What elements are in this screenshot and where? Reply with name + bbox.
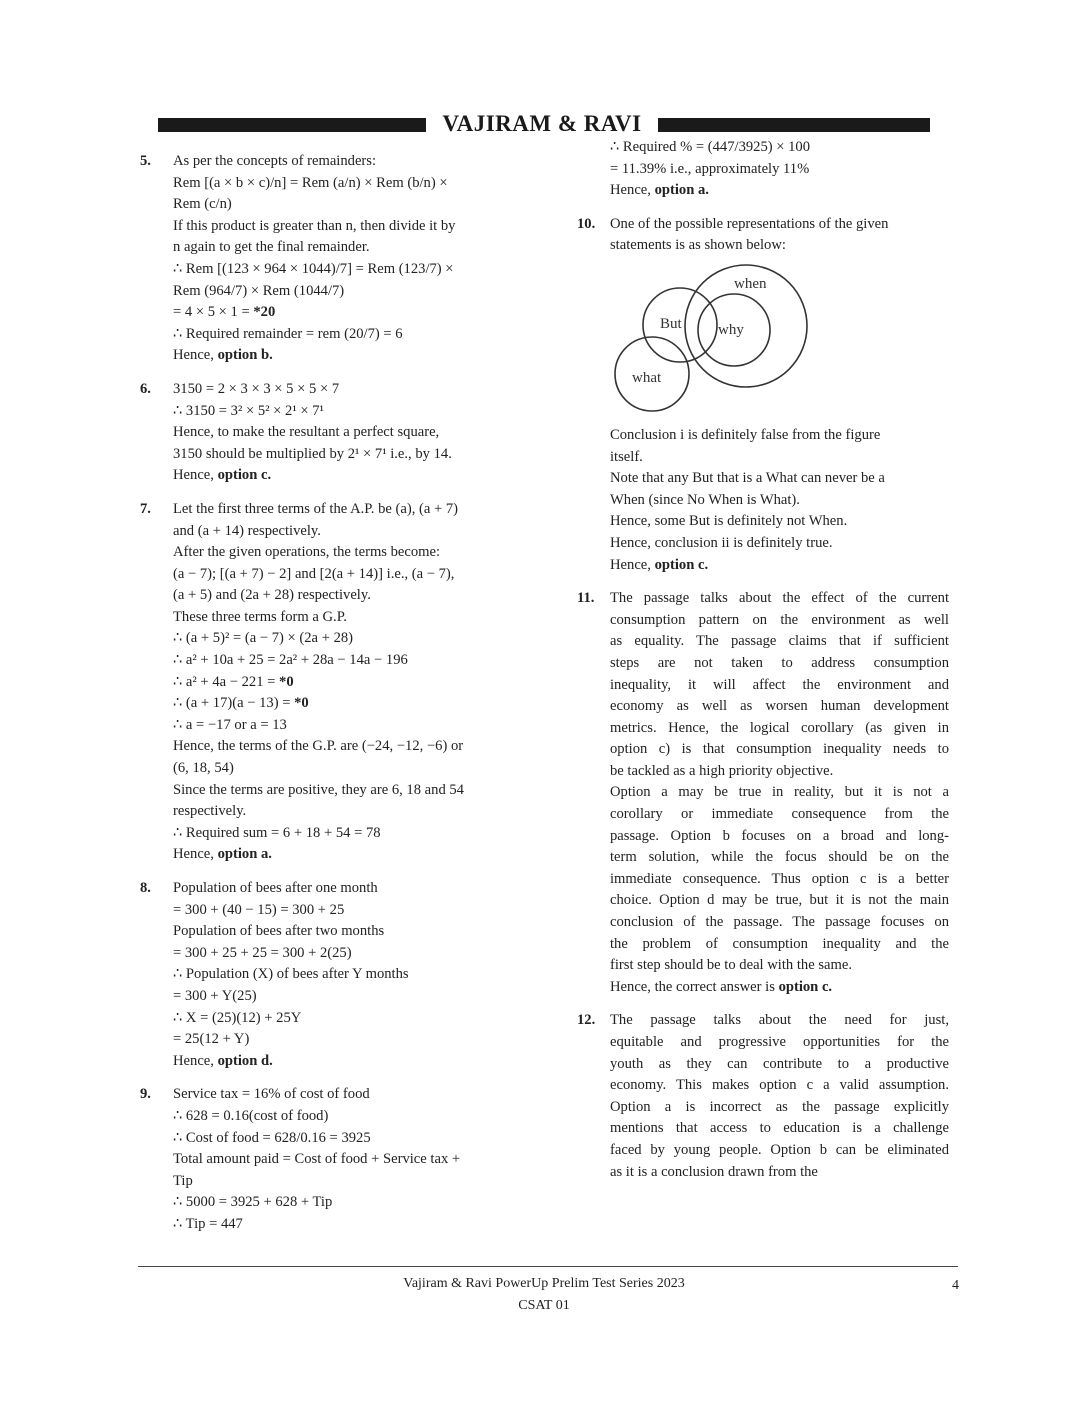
- text-segment: ∴ Population (X) of bees after Y months: [173, 966, 409, 983]
- text-segment: ∴ Tip = 447: [173, 1215, 243, 1232]
- text-line: [173, 900, 515, 922]
- text-segment: ∴ Required remainder = rem (20/7) = 6: [173, 325, 403, 342]
- text-line: [173, 844, 515, 866]
- text-line: [610, 1140, 949, 1162]
- text-segment: and (a + 14) respectively.: [173, 522, 321, 539]
- text-segment: Hence, the terms of the G.P. are (−24, −12, −6) or: [173, 738, 464, 755]
- text-segment: ∴ Cost of food = 628/0.16 = 3925: [173, 1129, 371, 1146]
- text-line: [610, 533, 949, 555]
- header-title: VAJIRAM & RAVI: [442, 111, 642, 136]
- text-segment: = 25(12 + Y): [173, 1031, 250, 1048]
- bold-text: option a.: [217, 846, 272, 863]
- bold-text: *20: [253, 304, 276, 321]
- text-segment: One of the possible representations of the given: [610, 215, 889, 232]
- text-segment: Hence, the correct answer is: [610, 978, 779, 995]
- text-segment: passage. Option b focuses on a broad and long-: [610, 827, 949, 844]
- text-segment: mentions that access to education is a challenge: [610, 1120, 949, 1137]
- text-line: [610, 468, 949, 490]
- solution-item: [140, 151, 515, 367]
- text-line: [610, 631, 949, 653]
- text-segment: Hence,: [173, 846, 218, 863]
- text-segment: option c) is that consumption inequality needs to: [610, 741, 949, 758]
- text-segment: These three terms form a G.P.: [173, 608, 347, 625]
- text-segment: Population of bees after two months: [173, 923, 385, 940]
- text-segment: conclusion of the passage. The passage focuses on: [610, 914, 949, 931]
- text-segment: ∴ 5000 = 3925 + 628 + Tip: [173, 1194, 333, 1211]
- text-segment: Tip: [173, 1172, 193, 1189]
- label-but: But: [660, 315, 682, 332]
- text-segment: first step should be to deal with the same.: [610, 957, 852, 974]
- text-line: [173, 281, 515, 303]
- text-segment: Hence, to make the resultant a perfect square,: [173, 424, 440, 441]
- item-number: 8.: [140, 880, 151, 896]
- solution-item: [140, 878, 515, 1072]
- text-segment: Option a is incorrect as the passage explicitly: [610, 1098, 949, 1115]
- text-line: [610, 847, 949, 869]
- text-segment: If this product is greater than n, then divide it by: [173, 217, 456, 234]
- text-segment: youth as they can contribute to a productive: [610, 1055, 949, 1072]
- text-line: [610, 137, 949, 159]
- text-line: [173, 564, 515, 586]
- bold-text: option c.: [654, 556, 709, 573]
- text-segment: ∴ a² + 4a − 221 =: [173, 673, 280, 690]
- text-line: [610, 826, 949, 848]
- text-line: [610, 934, 949, 956]
- text-segment: = 300 + Y(25): [173, 987, 257, 1004]
- text-line: [610, 1118, 949, 1140]
- text-segment: When (since No When is What).: [610, 491, 800, 508]
- solution-item: [140, 1084, 515, 1235]
- text-line: [173, 1106, 515, 1128]
- footer-test-name: CSAT 01: [518, 1298, 570, 1313]
- item-10: [577, 214, 949, 576]
- text-line: [610, 890, 949, 912]
- text-segment: ∴ 628 = 0.16(cost of food): [173, 1107, 329, 1124]
- text-line: [173, 801, 515, 823]
- text-line: [173, 693, 515, 715]
- text-segment: ∴ (a + 5)² = (a − 7) × (2a + 28): [173, 630, 354, 647]
- text-line: [610, 1162, 949, 1184]
- text-segment: Rem (964/7) × Rem (1044/7): [173, 282, 345, 299]
- text-segment: Option a may be true in reality, but it is not a: [610, 784, 949, 801]
- text-line: [173, 521, 515, 543]
- text-segment: choice. Option d may be true, but it is not the main: [610, 892, 949, 909]
- item-number: 7.: [140, 500, 151, 517]
- text-line: [173, 715, 515, 737]
- item-number: 12.: [577, 1012, 596, 1029]
- text-line: [610, 955, 949, 977]
- text-segment: Hence, some But is definitely not When.: [610, 513, 848, 530]
- solution-item: [577, 1010, 949, 1183]
- text-segment: n again to get the final remainder.: [173, 239, 370, 256]
- text-segment: faced by young people. Option b can be eliminated: [610, 1141, 949, 1158]
- label-when: when: [734, 275, 767, 292]
- text-line: [610, 1054, 949, 1076]
- text-line: [610, 235, 949, 257]
- text-line: [610, 696, 949, 718]
- text-line: [173, 1008, 515, 1030]
- text-segment: ∴ Required % = (447/3925) × 100: [610, 139, 811, 155]
- venn-diagram: [610, 257, 949, 425]
- footer-rule: [138, 1266, 958, 1267]
- text-segment: ∴ 3150 = 3² × 5² × 2¹ × 7¹: [173, 402, 324, 419]
- text-line: [173, 1128, 515, 1150]
- text-segment: 3150 = 2 × 3 × 3 × 5 × 5 × 7: [173, 380, 340, 397]
- text-segment: steps are not taken to address consumption: [610, 654, 949, 671]
- text-line: [173, 986, 515, 1008]
- text-line: [610, 804, 949, 826]
- text-line: [173, 324, 515, 346]
- text-segment: Let the first three terms of the A.P. be (a), (a + 7): [173, 500, 459, 517]
- text-line: [173, 921, 515, 943]
- text-line: [610, 555, 949, 577]
- text-line: [173, 1051, 515, 1073]
- text-line: [173, 259, 515, 281]
- text-line: [173, 345, 515, 367]
- text-line: [173, 607, 515, 629]
- text-line: [173, 628, 515, 650]
- text-line: [173, 672, 515, 694]
- text-segment: = 300 + (40 − 15) = 300 + 25: [173, 901, 345, 918]
- text-line: [610, 425, 949, 447]
- text-segment: inequality, it will affect the environment and: [610, 676, 949, 693]
- right-column: [577, 137, 949, 1195]
- label-what: what: [632, 369, 662, 386]
- text-line: [173, 302, 515, 324]
- text-line: [610, 1032, 949, 1054]
- bold-text: option b.: [217, 347, 273, 364]
- text-segment: After the given operations, the terms become:: [173, 544, 441, 561]
- text-line: [173, 151, 515, 173]
- text-segment: Since the terms are positive, they are 6, 18 and 54: [173, 781, 464, 798]
- text-line: [610, 588, 949, 610]
- text-line: [610, 675, 949, 697]
- text-segment: The passage talks about the effect of the current: [610, 590, 949, 607]
- text-segment: = 11.39% i.e., approximately 11%: [610, 160, 810, 177]
- text-line: [173, 943, 515, 965]
- text-line: [173, 878, 515, 900]
- text-line: [173, 585, 515, 607]
- text-line: [173, 1149, 515, 1171]
- text-segment: the problem of consumption inequality and the: [610, 935, 949, 952]
- label-why: why: [718, 321, 744, 338]
- text-line: [610, 214, 949, 236]
- text-segment: ∴ Required sum = 6 + 18 + 54 = 78: [173, 824, 381, 841]
- text-line: [173, 542, 515, 564]
- text-line: [610, 977, 949, 999]
- text-line: [173, 422, 515, 444]
- text-segment: statements is as shown below:: [610, 237, 786, 254]
- bold-text: option a.: [654, 182, 709, 199]
- footer-series-title: Vajiram & Ravi PowerUp Prelim Test Series 2023: [403, 1276, 685, 1291]
- text-line: [173, 465, 515, 487]
- text-line: [173, 1192, 515, 1214]
- text-segment: economy as well as worsen human development: [610, 698, 949, 715]
- solution-item: [140, 499, 515, 866]
- text-line: [610, 180, 949, 202]
- text-line: [173, 1029, 515, 1051]
- text-segment: immediate consequence. Thus option c is a better: [610, 870, 949, 887]
- text-segment: = 4 × 5 × 1 =: [173, 304, 254, 321]
- text-line: [173, 1171, 515, 1193]
- text-line: [173, 964, 515, 986]
- text-segment: equitable and progressive opportunities for the: [610, 1034, 949, 1050]
- text-segment: respectively.: [173, 803, 247, 820]
- text-line: [610, 1075, 949, 1097]
- text-line: [610, 610, 949, 632]
- text-segment: as it is a conclusion drawn from the: [610, 1163, 818, 1180]
- text-segment: As per the concepts of remainders:: [173, 153, 377, 169]
- text-segment: Hence,: [173, 1052, 218, 1069]
- text-segment: The passage talks about the need for just,: [610, 1012, 949, 1029]
- page-number: 4: [952, 1278, 959, 1293]
- text-segment: ∴ X = (25)(12) + 25Y: [173, 1009, 302, 1026]
- text-segment: Hence,: [173, 467, 218, 484]
- text-line: [610, 511, 949, 533]
- item-9-continued: [577, 137, 949, 202]
- text-segment: corollary or immediate consequence from the: [610, 806, 949, 823]
- text-segment: Population of bees after one month: [173, 880, 378, 896]
- text-line: [610, 159, 949, 181]
- text-segment: Service tax = 16% of cost of food: [173, 1086, 370, 1103]
- bold-text: option d.: [217, 1052, 273, 1069]
- text-segment: ∴ (a + 17)(a − 13) =: [173, 695, 295, 712]
- text-segment: Note that any But that is a What can never be a: [610, 470, 885, 487]
- solution-item: [577, 588, 949, 998]
- text-segment: ∴ a² + 10a + 25 = 2a² + 28a − 14a − 196: [173, 652, 408, 669]
- text-segment: Conclusion i is definitely false from the figure: [610, 426, 881, 443]
- item-number: 5.: [140, 153, 151, 169]
- item-number: 10.: [577, 215, 596, 232]
- text-segment: (6, 18, 54): [173, 760, 234, 777]
- text-segment: ∴ a = −17 or a = 13: [173, 716, 287, 733]
- bold-text: option c.: [778, 978, 833, 995]
- text-line: [173, 736, 515, 758]
- text-segment: 3150 should be multiplied by 2¹ × 7¹ i.e., by 14.: [173, 445, 452, 462]
- text-line: [173, 216, 515, 238]
- text-line: [610, 912, 949, 934]
- text-segment: as equality. The passage claims that if sufficient: [610, 633, 949, 650]
- text-line: [610, 447, 949, 469]
- text-line: [173, 650, 515, 672]
- bold-text: *0: [294, 695, 309, 712]
- text-segment: Hence, conclusion ii is definitely true.: [610, 534, 833, 551]
- text-line: [610, 869, 949, 891]
- item-number: 6.: [140, 380, 151, 397]
- text-line: [610, 653, 949, 675]
- text-segment: Hence,: [610, 182, 655, 199]
- text-segment: Total amount paid = Cost of food + Service tax +: [173, 1151, 461, 1168]
- text-segment: = 300 + 25 + 25 = 300 + 2(25): [173, 944, 352, 961]
- text-line: [173, 444, 515, 466]
- text-line: [610, 490, 949, 512]
- text-line: [173, 379, 515, 401]
- text-segment: ∴ Rem [(123 × 964 × 1044)/7] = Rem (123/7) ×: [173, 260, 454, 277]
- text-line: [173, 758, 515, 780]
- bold-text: option c.: [217, 467, 272, 484]
- text-line: [173, 237, 515, 259]
- text-segment: metrics. Hence, the logical corollary (as given in: [610, 719, 949, 736]
- text-segment: consumption pattern on the environment as well: [610, 611, 949, 628]
- text-line: [173, 1084, 515, 1106]
- text-segment: economy. This makes option c a valid assumption.: [610, 1077, 949, 1094]
- text-segment: itself.: [610, 448, 643, 465]
- text-line: [173, 401, 515, 423]
- text-line: [173, 173, 515, 195]
- text-segment: (a + 5) and (2a + 28) respectively.: [173, 587, 371, 604]
- header-bar-right: [658, 118, 930, 132]
- text-segment: Hence,: [173, 347, 218, 364]
- text-line: [610, 782, 949, 804]
- item-number: 11.: [577, 590, 595, 607]
- text-line: [610, 1010, 949, 1032]
- text-segment: term solution, while the focus should be on the: [610, 849, 949, 866]
- header-bar-left: [158, 118, 426, 132]
- text-line: [173, 780, 515, 802]
- text-line: [610, 739, 949, 761]
- text-segment: Rem [(a × b × c)/n] = Rem (a/n) × Rem (b/n) ×: [173, 174, 448, 191]
- text-line: [173, 823, 515, 845]
- item-number: 9.: [140, 1086, 151, 1103]
- left-column: [140, 151, 515, 1248]
- text-line: [610, 1097, 949, 1119]
- text-line: [610, 761, 949, 783]
- text-segment: Hence,: [610, 556, 655, 573]
- text-segment: be tackled as a high priority objective.: [610, 762, 834, 779]
- text-line: [173, 194, 515, 216]
- text-line: [173, 1214, 515, 1236]
- text-segment: (a − 7); [(a + 7) − 2] and [2(a + 14)] i.e., (a − 7),: [173, 565, 455, 582]
- bold-text: *0: [279, 673, 294, 690]
- text-line: [610, 718, 949, 740]
- text-line: [173, 499, 515, 521]
- solution-item: [140, 379, 515, 487]
- text-segment: Rem (c/n): [173, 196, 232, 213]
